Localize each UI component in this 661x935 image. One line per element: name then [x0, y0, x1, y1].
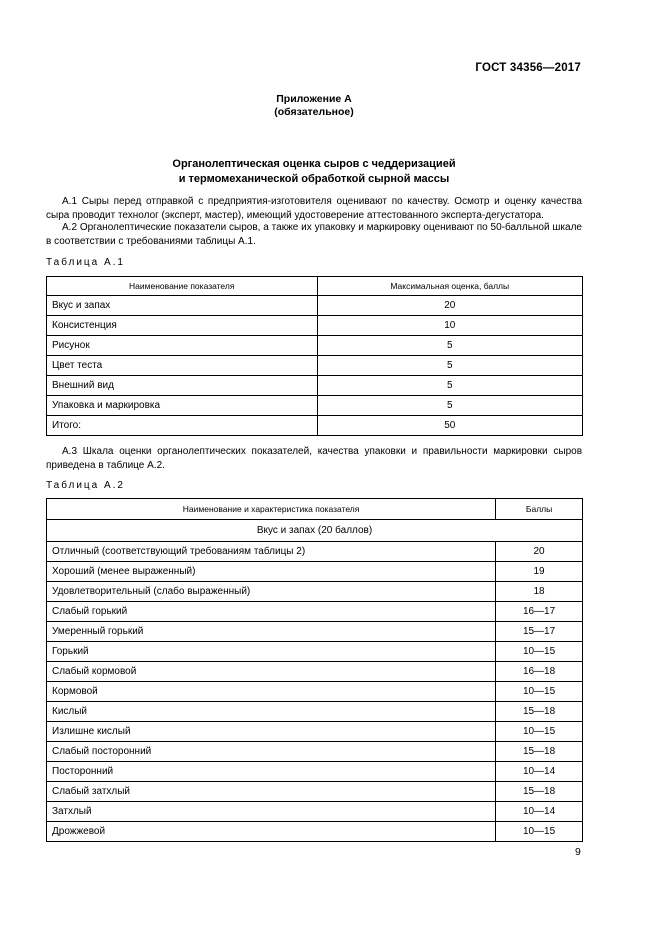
table1-cell-score: 5 — [317, 336, 583, 356]
table1-cell-score: 10 — [317, 316, 583, 336]
table2-cell-name: Умеренный горький — [47, 622, 496, 642]
table2-cell-name: Слабый кормовой — [47, 662, 496, 682]
table2-cell-score: 15—18 — [496, 702, 583, 722]
table2-cell-score: 10—15 — [496, 642, 583, 662]
paragraph-a3-text: А.3 Шкала оценки органолептических показателей, качества упаковки и правильности маркировки сыров приведена в таблице А.2. — [46, 446, 582, 471]
table-row — [47, 762, 583, 782]
table2-cell-score: 19 — [496, 562, 583, 582]
table2-cell-name: Излишне кислый — [47, 722, 496, 742]
table1-header-name: Наименование показателя — [47, 277, 318, 296]
table2-cell-name: Хороший (менее выраженный) — [47, 562, 496, 582]
table1-cell-score: 50 — [317, 416, 583, 436]
table2-cell-score: 20 — [496, 542, 583, 562]
paragraph-a2-text: А.2 Органолептические показатели сыров, а также их упаковку и маркировку оценивают по 50-балльной шкале в соответствии с требованиями таблицы А.1. — [46, 222, 582, 247]
table2-cell-score: 15—17 — [496, 622, 583, 642]
table2-section-row — [47, 520, 583, 542]
table2-cell-score: 10—15 — [496, 822, 583, 842]
table-row — [47, 742, 583, 762]
table2-cell-score: 15—18 — [496, 782, 583, 802]
table1-cell-name: Итого: — [47, 416, 318, 436]
section-title-line1: Органолептическая оценка сыров с чеддеризацией — [172, 158, 456, 170]
table1-cell-name: Консистенция — [47, 316, 318, 336]
table1-caption: Таблица А.1 — [46, 257, 125, 268]
table2-cell-score: 18 — [496, 582, 583, 602]
table-a1 — [46, 276, 583, 436]
table2-cell-name: Слабый горький — [47, 602, 496, 622]
table-row — [47, 542, 583, 562]
paragraph-a3 — [46, 445, 582, 472]
annex-title: Приложение А — [276, 93, 352, 105]
table-row — [47, 642, 583, 662]
table2-cell-score: 10—14 — [496, 802, 583, 822]
table2-cell-name: Посторонний — [47, 762, 496, 782]
table-row — [47, 702, 583, 722]
table2-cell-name: Удовлетворительный (слабо выраженный) — [47, 582, 496, 602]
table1-cell-score: 5 — [317, 396, 583, 416]
page-number: 9 — [575, 846, 581, 858]
table-row — [47, 296, 583, 316]
table2-header-row — [47, 499, 583, 520]
table-row — [47, 316, 583, 336]
table1-cell-name: Внешний вид — [47, 376, 318, 396]
table1-cell-name: Вкус и запах — [47, 296, 318, 316]
table2-cell-name: Слабый посторонний — [47, 742, 496, 762]
table1-header-row — [47, 277, 583, 296]
section-title — [46, 157, 582, 187]
table2-caption: Таблица А.2 — [46, 480, 125, 491]
table-row — [47, 782, 583, 802]
table2-section-title: Вкус и запах (20 баллов) — [47, 520, 583, 542]
section-title-line2: и термомеханической обработкой сырной массы — [178, 173, 450, 185]
table-row — [47, 722, 583, 742]
table1-cell-name: Упаковка и маркировка — [47, 396, 318, 416]
table-row — [47, 802, 583, 822]
table-row — [47, 662, 583, 682]
table1-header-score: Максимальная оценка, баллы — [317, 277, 583, 296]
table2-cell-score: 16—17 — [496, 602, 583, 622]
table2-cell-score: 10—14 — [496, 762, 583, 782]
table1-cell-score: 5 — [317, 356, 583, 376]
table-row — [47, 822, 583, 842]
table-row — [47, 602, 583, 622]
table2-cell-score: 10—15 — [496, 682, 583, 702]
table-row — [47, 356, 583, 376]
table2-cell-name: Затхлый — [47, 802, 496, 822]
table2-cell-score: 10—15 — [496, 722, 583, 742]
table1-cell-name: Цвет теста — [47, 356, 318, 376]
table2-cell-name: Дрожжевой — [47, 822, 496, 842]
table2-cell-score: 15—18 — [496, 742, 583, 762]
table-row — [47, 582, 583, 602]
paragraph-a2 — [46, 221, 582, 248]
table1-cell-score: 20 — [317, 296, 583, 316]
table2-cell-name: Кормовой — [47, 682, 496, 702]
table-a2 — [46, 498, 583, 842]
table2-cell-name: Отличный (соответствующий требованиям таблицы 2) — [47, 542, 496, 562]
table2-cell-name: Кислый — [47, 702, 496, 722]
table1-cell-score: 5 — [317, 376, 583, 396]
table-row — [47, 622, 583, 642]
table2-header-score: Баллы — [496, 499, 583, 520]
document-standard-number: ГОСТ 34356—2017 — [475, 62, 581, 74]
table-row — [47, 336, 583, 356]
table-row — [47, 396, 583, 416]
table-row — [47, 416, 583, 436]
table2-cell-name: Слабый затхлый — [47, 782, 496, 802]
paragraph-a1 — [46, 195, 582, 222]
table-row — [47, 682, 583, 702]
annex-status: (обязательное) — [274, 106, 354, 118]
table1-cell-name: Рисунок — [47, 336, 318, 356]
table2-header-name: Наименование и характеристика показателя — [47, 499, 496, 520]
table-row — [47, 562, 583, 582]
table-row — [47, 376, 583, 396]
table2-cell-name: Горький — [47, 642, 496, 662]
paragraph-a1-text: А.1 Сыры перед отправкой с предприятия-изготовителя оценивают по качеству. Осмотр и оценку качества сыра проводит технолог (эксперт, мастер), имеющий удостоверение аттестованного эксперта-дегустатора. — [46, 196, 582, 221]
table2-cell-score: 16—18 — [496, 662, 583, 682]
